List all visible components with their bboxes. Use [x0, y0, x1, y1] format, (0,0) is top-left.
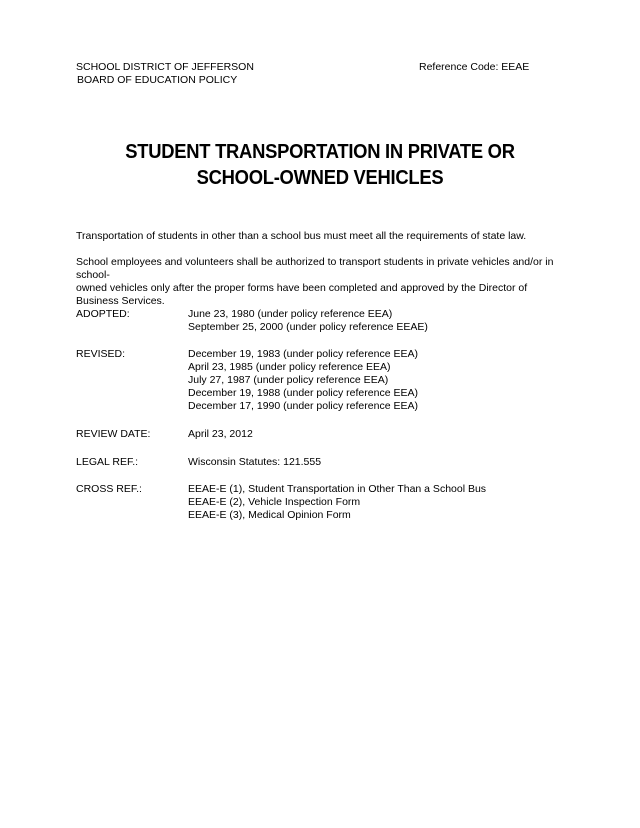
revised-date: December 17, 1990 (under policy reference EEA) — [188, 400, 418, 412]
revised-values — [188, 348, 568, 413]
adopted-values — [188, 308, 568, 334]
legal-ref-values — [188, 456, 568, 469]
title-line-1: STUDENT TRANSPORTATION IN PRIVATE OR — [125, 141, 515, 163]
cross-reference: EEAE-E (1), Student Transportation in Other Than a School Bus — [188, 483, 487, 495]
cross-ref-label: CROSS REF.: — [76, 483, 142, 495]
district-name: SCHOOL DISTRICT OF JEFFERSON — [76, 61, 254, 73]
cross-ref-values — [188, 483, 568, 522]
policy-paragraph-2-line-2: owned vehicles only after the proper forms have been completed and approved by the Director of Business Services. — [76, 282, 528, 307]
review-date: April 23, 2012 — [188, 428, 253, 440]
header-district-block — [76, 61, 376, 87]
revised-date: December 19, 1988 (under policy reference EEA) — [188, 387, 418, 399]
review-date-values — [188, 428, 568, 441]
reference-code: Reference Code: EEAE — [419, 61, 530, 73]
revised-date: April 23, 1985 (under policy reference EEA) — [188, 361, 391, 373]
review-date-label: REVIEW DATE: — [76, 428, 151, 440]
legal-ref-label: LEGAL REF.: — [76, 456, 139, 468]
board-policy-label: BOARD OF EDUCATION POLICY — [77, 74, 238, 86]
revised-label: REVISED: — [76, 348, 126, 360]
revised-date: July 27, 1987 (under policy reference EEA) — [188, 374, 389, 386]
policy-paragraph-2-line-1: School employees and volunteers shall be authorized to transport students in private vehicles and/or in school- — [76, 256, 554, 281]
title-line-2: SCHOOL-OWNED VEHICLES — [196, 167, 444, 189]
cross-reference: EEAE-E (2), Vehicle Inspection Form — [188, 496, 361, 508]
page-title — [96, 139, 545, 191]
revised-date: December 19, 1983 (under policy reference EEA) — [188, 348, 418, 360]
legal-reference: Wisconsin Statutes: 121.555 — [188, 456, 322, 468]
adopted-date: June 23, 1980 (under policy reference EEA) — [188, 308, 393, 320]
adopted-label: ADOPTED: — [76, 308, 130, 320]
adopted-date: September 25, 2000 (under policy reference EEAE) — [188, 321, 428, 333]
policy-paragraph-1: Transportation of students in other than a school bus must meet all the requirements of state law. — [76, 230, 527, 242]
policy-paragraph-2 — [76, 256, 570, 308]
cross-reference: EEAE-E (3), Medical Opinion Form — [188, 509, 351, 521]
